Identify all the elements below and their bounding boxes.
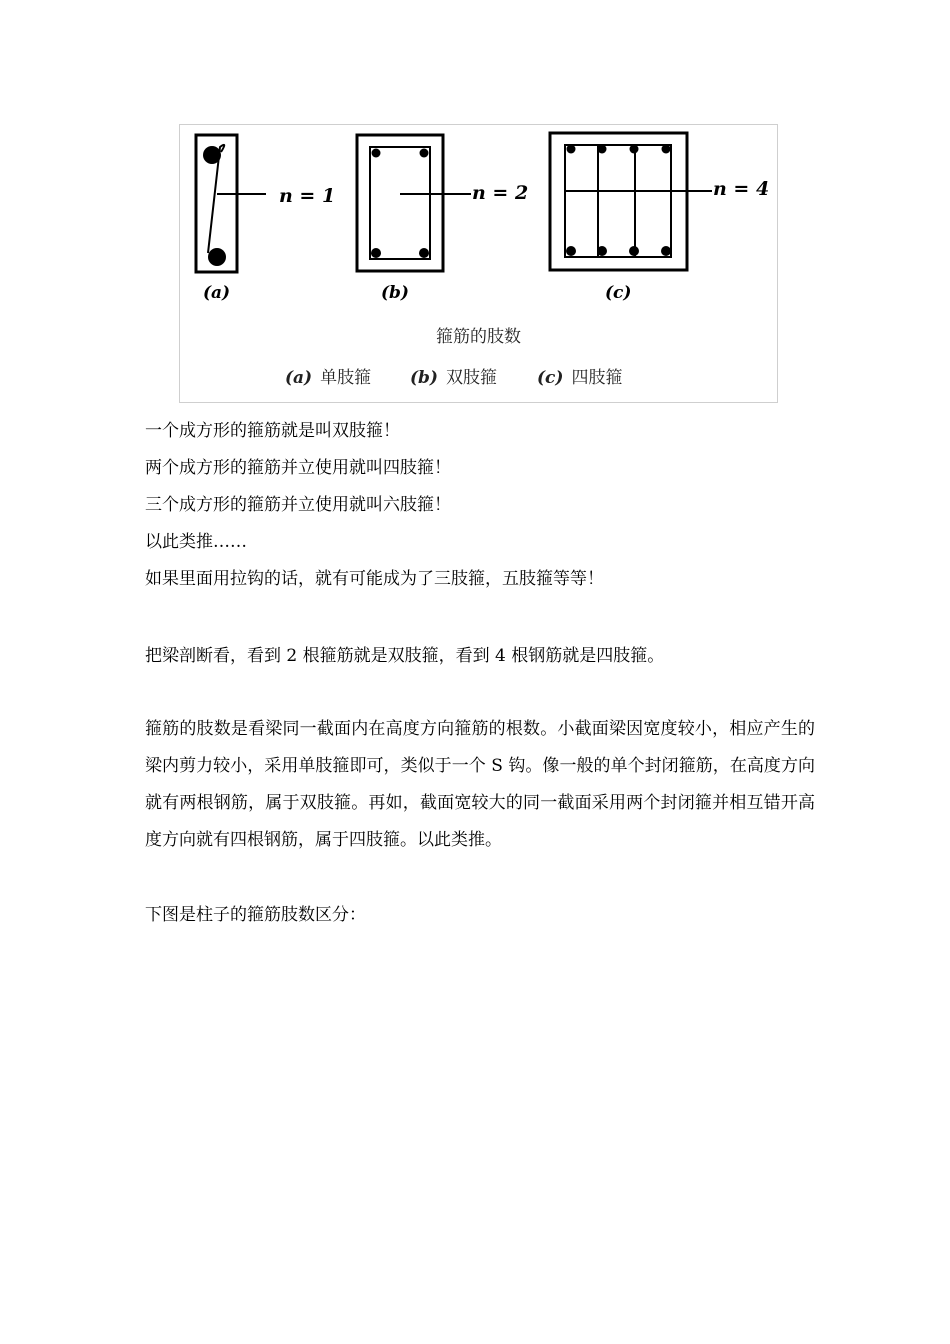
closing-line-text: 下图是柱子的箍筋肢数区分：: [145, 905, 366, 925]
text-line-1: 一个成方形的箍筋就是叫双肢箍！: [145, 421, 400, 441]
n-label-b: n = 2: [472, 182, 529, 204]
explanation-paragraph: [145, 711, 815, 859]
diagram-c-four-leg: [550, 133, 712, 270]
legend-a-text: 单肢箍: [320, 368, 372, 388]
diagram-b-label: (b): [381, 283, 409, 303]
diagram-a-single-leg: [196, 135, 266, 272]
n-label-c: n = 4: [713, 178, 770, 200]
text-line-3: 三个成方形的箍筋并立使用就叫六肢箍！: [145, 495, 451, 515]
legend-a: [285, 363, 371, 388]
text-line-5: 如果里面用拉钩的话，就有可能成为了三肢箍，五肢箍等等！: [145, 569, 604, 589]
diagram-a-label: (a): [203, 283, 231, 303]
legend-b-text: 双肢箍: [445, 368, 497, 388]
stirrup-legs-figure: [179, 124, 778, 403]
beam-sentence: [145, 638, 815, 675]
figure-caption: 箍筋的肢数: [436, 327, 521, 347]
closing-line: [145, 897, 815, 934]
explanation-text: 箍筋的肢数是看梁同一截面内在高度方向箍筋的根数。小截面梁因宽度较小，相应产生的梁内剪力较小，采用单肢箍即可，类似于一个 S 钩。像一般的单个封闭箍筋，在高度方向就有两根钢筋，属于双肢箍。再如，截面宽较大的同一截面采用两个封闭箍并相互错开高度方向就有四根钢筋，属于四肢箍。以此类推。: [145, 719, 815, 850]
legend-c: [537, 363, 622, 388]
text-line-2: 两个成方形的箍筋并立使用就叫四肢箍！: [145, 458, 451, 478]
legend-c-key: (c): [537, 368, 564, 388]
legend-a-key: (a): [285, 368, 313, 388]
diagram-b-two-leg: [357, 135, 471, 271]
diagram-c-label: (c): [605, 283, 632, 303]
text-line-4: 以此类推……: [145, 532, 247, 552]
legend-c-text: 四肢箍: [571, 368, 623, 388]
intro-lines: [145, 413, 815, 598]
n-label-a: n = 1: [279, 185, 336, 207]
legend-b: [410, 363, 497, 388]
legend-b-key: (b): [410, 368, 438, 388]
beam-sentence-text: 把梁剖断看，看到 2 根箍筋就是双肢箍，看到 4 根钢筋就是四肢箍。: [145, 646, 665, 666]
